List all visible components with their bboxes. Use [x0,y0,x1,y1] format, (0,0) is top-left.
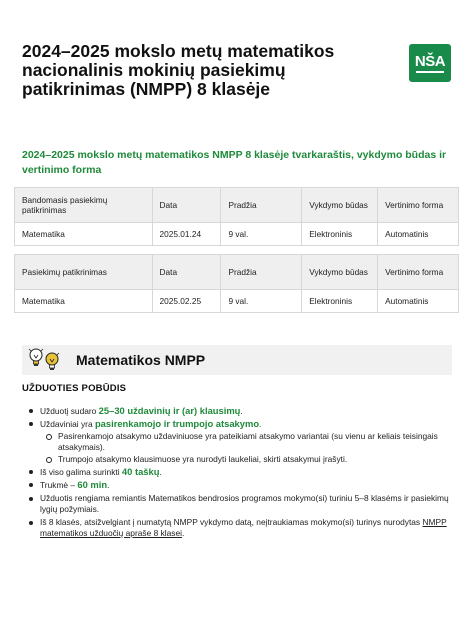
item-text: . [159,467,162,478]
table-row [15,223,459,246]
table-header-cell: Vykdymo būdas [302,188,378,223]
table-header-cell: Pradžia [221,255,302,290]
lightbulb-icon [26,345,70,375]
sub-list-item: Trumpojo atsakymo klausimuose yra nurodyti laukeliai, skirti atsakymui įrašyti. [46,454,451,465]
description-link[interactable]: NMPP matematikos užduočių apraše 8 klasei [40,516,447,539]
nsa-logo-icon [409,44,451,82]
table-cell: Matematika [15,223,153,246]
table-header-cell: Bandomasis pasiekimų patikrinimas [15,188,153,223]
highlight-text: 40 taškų [121,466,160,478]
page-title: 2024–2025 mokslo metų matematikos nacionalinis mokinių pasiekimų patikrinimas (NMPP) 8 klasėje [22,41,335,99]
list-item [26,418,451,465]
item-text: Užduotį sudaro [40,406,99,416]
table-header-cell: Data [152,255,221,290]
table-cell: Elektroninis [302,290,378,313]
item-text: Uždaviniai yra [40,419,95,430]
table-header-cell: Data [152,188,221,223]
table-header-cell: Vykdymo būdas [302,255,378,290]
item-text: . [181,528,185,539]
item-text: . [107,480,110,491]
table-cell: Automatinis [378,223,459,246]
table-header-cell: Pradžia [221,188,302,223]
task-nature-heading: UŽDUOTIES POBŪDIS [22,383,127,394]
table-cell: 2025.01.24 [152,223,221,246]
nmpp-title: Matematikos NMPP [76,352,206,368]
table-cell: Matematika [15,290,153,313]
table-cell: Automatinis [378,290,459,313]
logo-underline [416,71,444,73]
list-item [26,466,451,478]
sub-list-item: Pasirenkamojo atsakymo uždaviniuose yra pateikiami atsakymo variantai (su vienu ar keliais teisingais atsakymais). [46,431,451,454]
table-header-cell: Vertinimo forma [378,255,459,290]
table-header-cell: Pasiekimų patikrinimas [15,255,153,290]
lightbulbs-icon [26,345,70,375]
highlight-text: 60 min [77,479,108,491]
table-cell: Elektroninis [302,223,378,246]
schedule-table-main [14,254,459,313]
table-header-row [15,188,459,223]
list-item [26,479,451,491]
table-cell: 9 val. [221,223,302,246]
schedule-table-trial [14,187,459,246]
table-cell: 9 val. [221,290,302,313]
highlight-text: 25–30 uždavinių ir (ar) klausimų [98,405,241,416]
table-header-cell: Vertinimo forma [378,188,459,223]
item-text: . [259,419,262,430]
table-row [15,290,459,313]
item-text: Iš 8 klasės, atsižvelgiant į numatytą NMPP vykdymo datą, neįtraukiamas mokymo(si) turinys nurodytas [40,516,423,527]
task-list [26,405,451,540]
logo-text: NŠA [414,52,446,70]
list-item: Užduotis rengiama remiantis Matematikos bendrosios programos mokymo(si) turiniu 5–8 klasėms ir pasiekimų lygių požymiais. [26,493,451,516]
table-cell: 2025.02.25 [152,290,221,313]
schedule-heading: 2024–2025 mokslo metų matematikos NMPP 8 klasėje tvarkaraštis, vykdymo būdas ir vertinimo forma [22,149,447,176]
nmpp-section-header [22,345,452,375]
table-header-row [15,255,459,290]
highlight-text: pasirenkamojo ir trumpojo atsakymo [94,418,260,430]
list-item [26,405,451,417]
sub-list [46,431,451,465]
item-text: Trukmė – [40,480,78,491]
item-text: Iš viso galima surinkti [40,467,122,478]
list-item [26,517,451,540]
item-text: . [240,406,243,416]
